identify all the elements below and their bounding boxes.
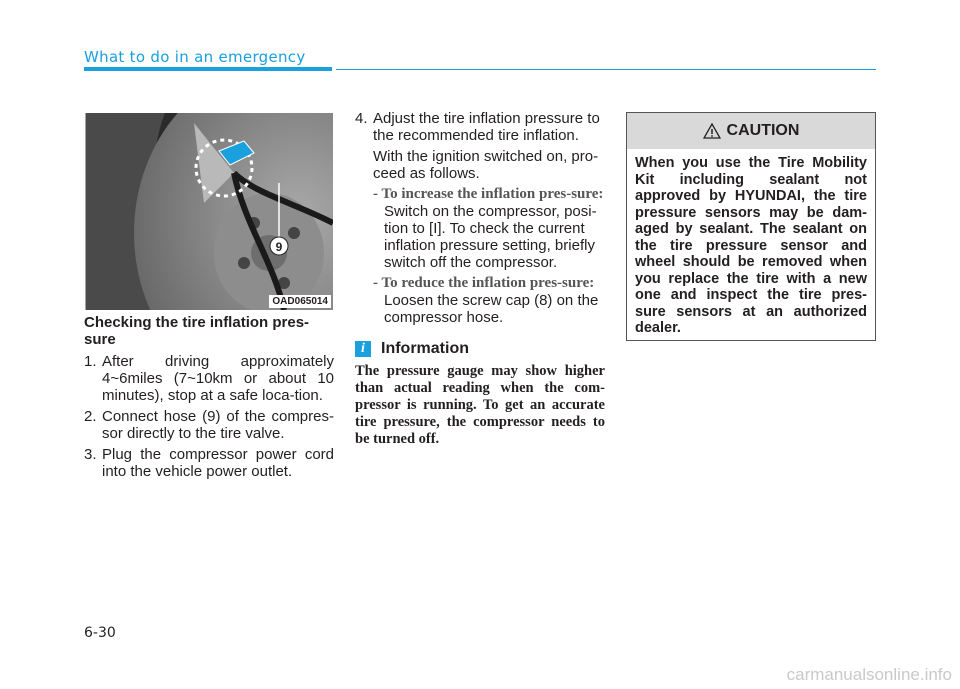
list-item: [84, 446, 334, 480]
figure-label: OAD065014: [269, 295, 331, 308]
steps-list: [84, 353, 334, 480]
section-title: What to do in an emergency: [84, 48, 306, 66]
watermark: carmanualsonline.info: [786, 665, 952, 684]
step-number: 3.: [84, 446, 97, 463]
procedure-intro: With the ignition switched on, pro-ceed as follows.: [373, 148, 599, 182]
caution-title: CAUTION: [726, 122, 800, 139]
middle-column: [355, 110, 605, 448]
reduce-text: Loosen the screw cap (8) on the compressor hose.: [384, 292, 599, 326]
step-text: Plug the compressor power cord into the vehicle power outlet.: [102, 446, 334, 480]
step-text: After driving approximately 4~6miles (7~10km or about 10 minutes), stop at a safe loca-tion.: [102, 353, 334, 404]
left-column: [84, 314, 334, 484]
step-number: 2.: [84, 408, 97, 425]
reduce-heading: - To reduce the inflation pres-sure:: [373, 275, 595, 291]
callout-number: 9: [275, 240, 283, 254]
warning-triangle-icon: [703, 123, 721, 139]
page-number: 6-30: [84, 625, 116, 641]
step-text: Connect hose (9) of the compres-sor directly to the tire valve.: [102, 408, 334, 442]
step-number: 4.: [355, 110, 368, 127]
increase-heading: - To increase the inflation pres-sure:: [373, 186, 604, 202]
header-rule-thick: [84, 67, 332, 71]
figure-caption: Checking the tire inflation pres-sure: [84, 314, 310, 348]
tire-valve-photo: [84, 113, 333, 310]
information-heading: [355, 340, 605, 357]
caution-text: When you use the Tire Mobility Kit including sealant not approved by HYUNDAI, the tire pressure sensors may be dam-aged by sealant. The sealant on the tire pressure sensor and wheel should be removed when you replace the tire with a new one and inspect the tire pres-sure sensors at an authorized dealer.: [635, 155, 867, 336]
information-title: Information: [381, 340, 469, 357]
list-item: [355, 110, 605, 144]
caution-header: [627, 113, 875, 149]
information-text: The pressure gauge may show higher than actual reading when the com-pressor is running. To get an accurate tire pressure, the compressor needs to be turned off.: [355, 363, 605, 447]
info-icon: i: [355, 341, 371, 357]
list-item: [84, 408, 334, 442]
wheel-illustration: [84, 113, 333, 310]
step-text: Adjust the tire inflation pressure to the recommended tire inflation.: [373, 110, 600, 144]
increase-text: Switch on the compressor, posi-tion to [I]. To check the current inflation pressure setting, briefly switch off the compressor.: [384, 203, 597, 271]
caution-box: [626, 112, 876, 341]
header-rule-thin: [336, 69, 876, 70]
step-number: 1.: [84, 353, 97, 370]
list-item: [84, 353, 334, 404]
